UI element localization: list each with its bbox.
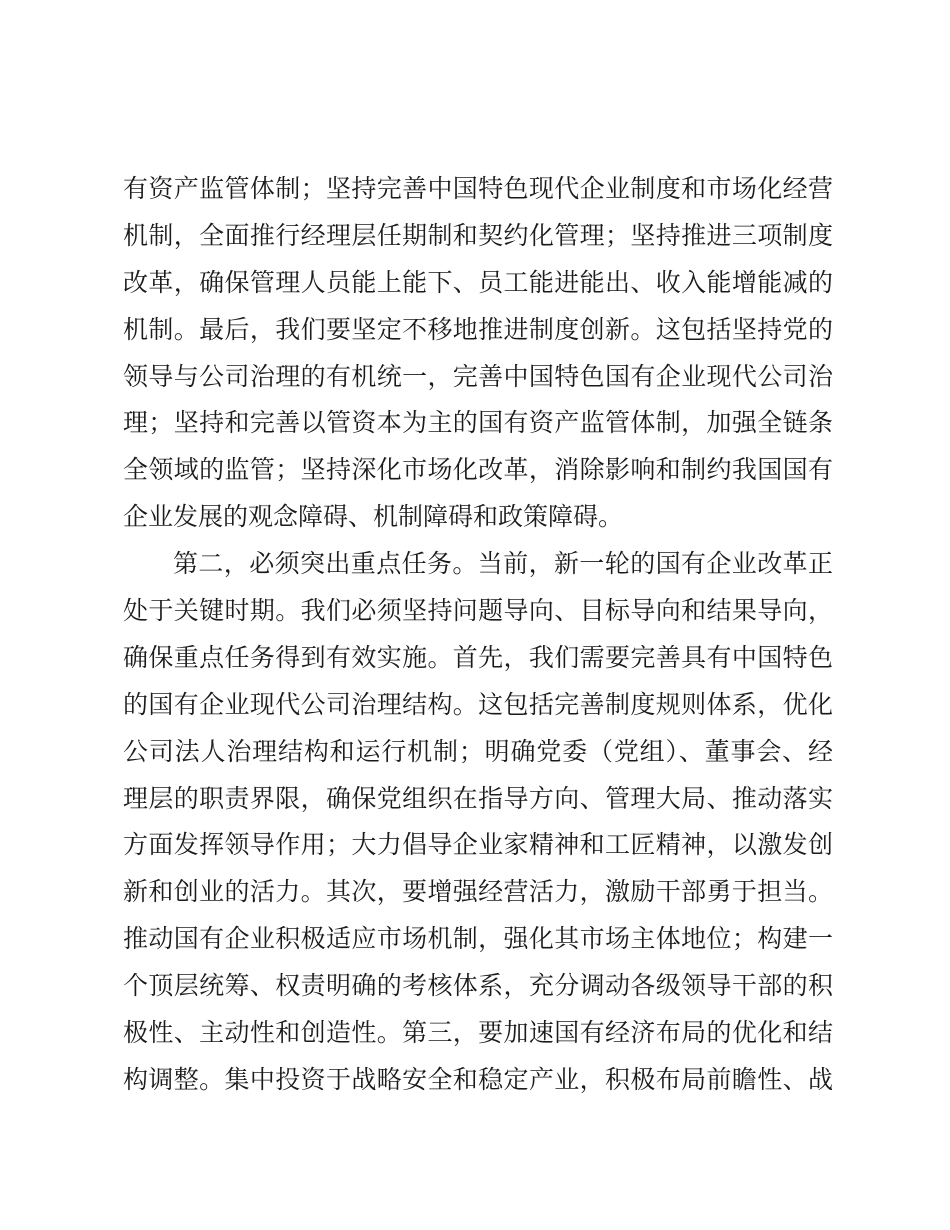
text-line: 新和创业的活力。其次，要增强经营活力，激励干部勇于担当。 <box>123 877 833 907</box>
text-line: 方面发挥领导作用；大力倡导企业家精神和工匠精神，以激发创 <box>123 830 833 860</box>
text-line: 处于关键时期。我们必须坚持问题导向、目标导向和结果导向， <box>123 596 833 626</box>
text-line: 机制。最后，我们要坚定不移地推进制度创新。这包括坚持党的 <box>123 314 833 344</box>
text-line: 企业发展的观念障碍、机制障碍和政策障碍。 <box>123 502 624 532</box>
text-line: 确保重点任务得到有效实施。首先，我们需要完善具有中国特色 <box>123 642 833 672</box>
text-line: 全领域的监管；坚持深化市场化改革，消除影响和制约我国国有 <box>123 455 833 485</box>
text-line: 机制，全面推行经理层任期制和契约化管理；坚持推进三项制度 <box>123 220 833 250</box>
text-line: 构调整。集中投资于战略安全和稳定产业，积极布局前瞻性、战 <box>123 1064 833 1094</box>
text-line: 第二，必须突出重点任务。当前，新一轮的国有企业改革正 <box>173 549 833 579</box>
text-line: 改革，确保管理人员能上能下、员工能进能出、收入能增能减的 <box>123 267 833 297</box>
text-line: 领导与公司治理的有机统一，完善中国特色国有企业现代公司治 <box>123 361 833 391</box>
text-line: 理层的职责界限，确保党组织在指导方向、管理大局、推动落实 <box>123 783 833 813</box>
text-line: 理；坚持和完善以管资本为主的国有资产监管体制，加强全链条 <box>123 408 833 438</box>
text-line: 推动国有企业积极适应市场机制，强化其市场主体地位；构建一 <box>123 924 833 954</box>
text-line: 公司法人治理结构和运行机制；明确党委（党组）、董事会、经 <box>123 736 833 766</box>
text-line: 极性、主动性和创造性。第三，要加速国有经济布局的优化和结 <box>123 1018 833 1048</box>
text-line: 的国有企业现代公司治理结构。这包括完善制度规则体系，优化 <box>123 689 833 719</box>
text-line: 个顶层统筹、权责明确的考核体系，充分调动各级领导干部的积 <box>123 971 833 1001</box>
body-text <box>123 166 833 1104</box>
text-line: 有资产监管体制；坚持完善中国特色现代企业制度和市场化经营 <box>123 174 833 203</box>
